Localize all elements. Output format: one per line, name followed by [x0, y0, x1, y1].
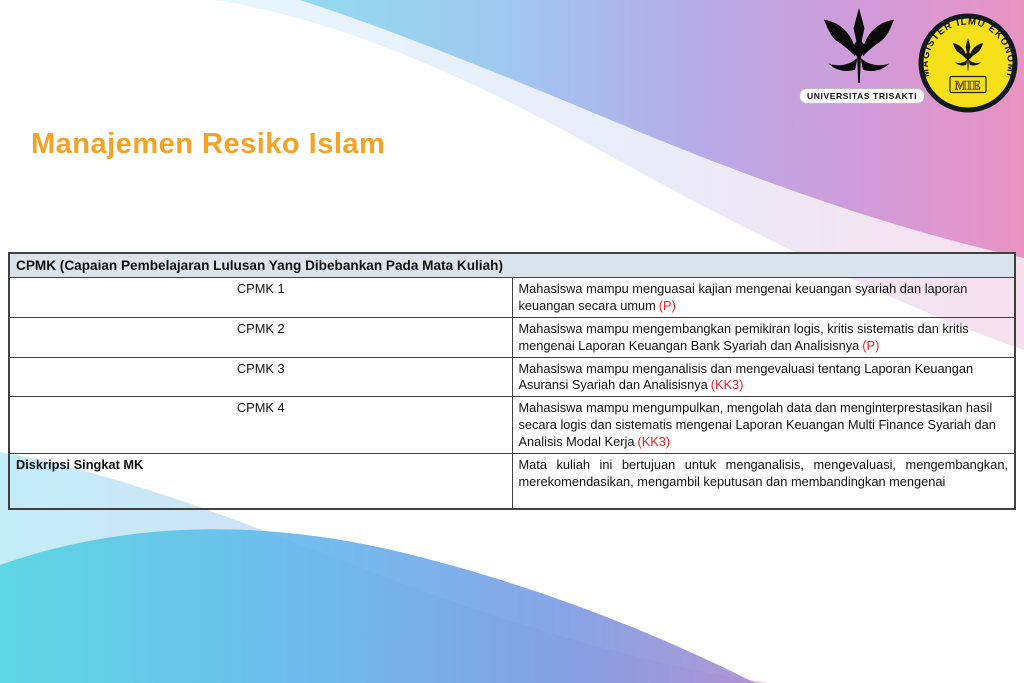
table-row: [9, 397, 1015, 454]
row-text: Mata kuliah ini bertujuan untuk menganalisis, mengevaluasi, mengembangkan, merekomendasikan, mengambil keputusan dan membandingkan mengenai: [518, 457, 1008, 489]
row-label: Diskripsi Singkat MK: [9, 454, 512, 510]
row-text-cell: [512, 397, 1015, 454]
table-row: [9, 278, 1015, 318]
row-text-cell: [512, 317, 1015, 357]
table-header-row: [9, 253, 1015, 278]
mie-badge-icon: [918, 13, 1018, 113]
row-tag: (P): [862, 337, 880, 353]
row-tag: (KK3): [637, 434, 671, 450]
universitas-trisakti-logo: [799, 8, 919, 110]
row-text: Mahasiswa mampu mengumpulkan, mengolah data dan menginterprestasikan hasil secara logis dan sistematis mengenai Laporan Keuangan Multi Finance Syariah dan Analisis Modal Kerja: [518, 400, 996, 450]
row-label: CPMK 1: [9, 278, 512, 318]
trisakti-label: UNIVERSITAS TRISAKTI: [799, 88, 925, 104]
row-tag: (P): [658, 297, 676, 313]
table-header: CPMK (Capaian Pembelajaran Lulusan Yang Dibebankan Pada Mata Kuliah): [9, 253, 1015, 278]
row-label: CPMK 2: [9, 317, 512, 357]
table-row: [9, 454, 1015, 510]
row-text-cell: [512, 454, 1015, 510]
row-text-cell: [512, 357, 1015, 397]
row-tag: (KK3): [710, 377, 744, 393]
table-row: [9, 357, 1015, 397]
table-row: [9, 317, 1015, 357]
page-title: Manajemen Resiko Islam: [31, 128, 386, 160]
mie-ring-text: MAGISTER ILMU EKONOMI: [919, 16, 1017, 79]
trisakti-trident-icon: [819, 8, 899, 86]
row-text-cell: [512, 278, 1015, 318]
row-text: Mahasiswa mampu menguasai kajian mengenai keuangan syariah dan laporan keuangan secara umum: [518, 281, 968, 313]
mie-label: MIE: [954, 78, 982, 93]
row-text: Mahasiswa mampu mengembangkan pemikiran logis, kritis sistematis dan kritis mengenai Laporan Keuangan Bank Syariah dan Analisisnya: [518, 320, 969, 353]
row-label: CPMK 4: [9, 397, 512, 454]
mie-logo: [918, 13, 1018, 115]
cpmk-table: [8, 252, 1016, 510]
row-label: CPMK 3: [9, 357, 512, 397]
row-text: Mahasiswa mampu menganalisis dan mengevaluasi tentang Laporan Keuangan Asuransi Syariah dan Analisisnya: [518, 360, 974, 393]
